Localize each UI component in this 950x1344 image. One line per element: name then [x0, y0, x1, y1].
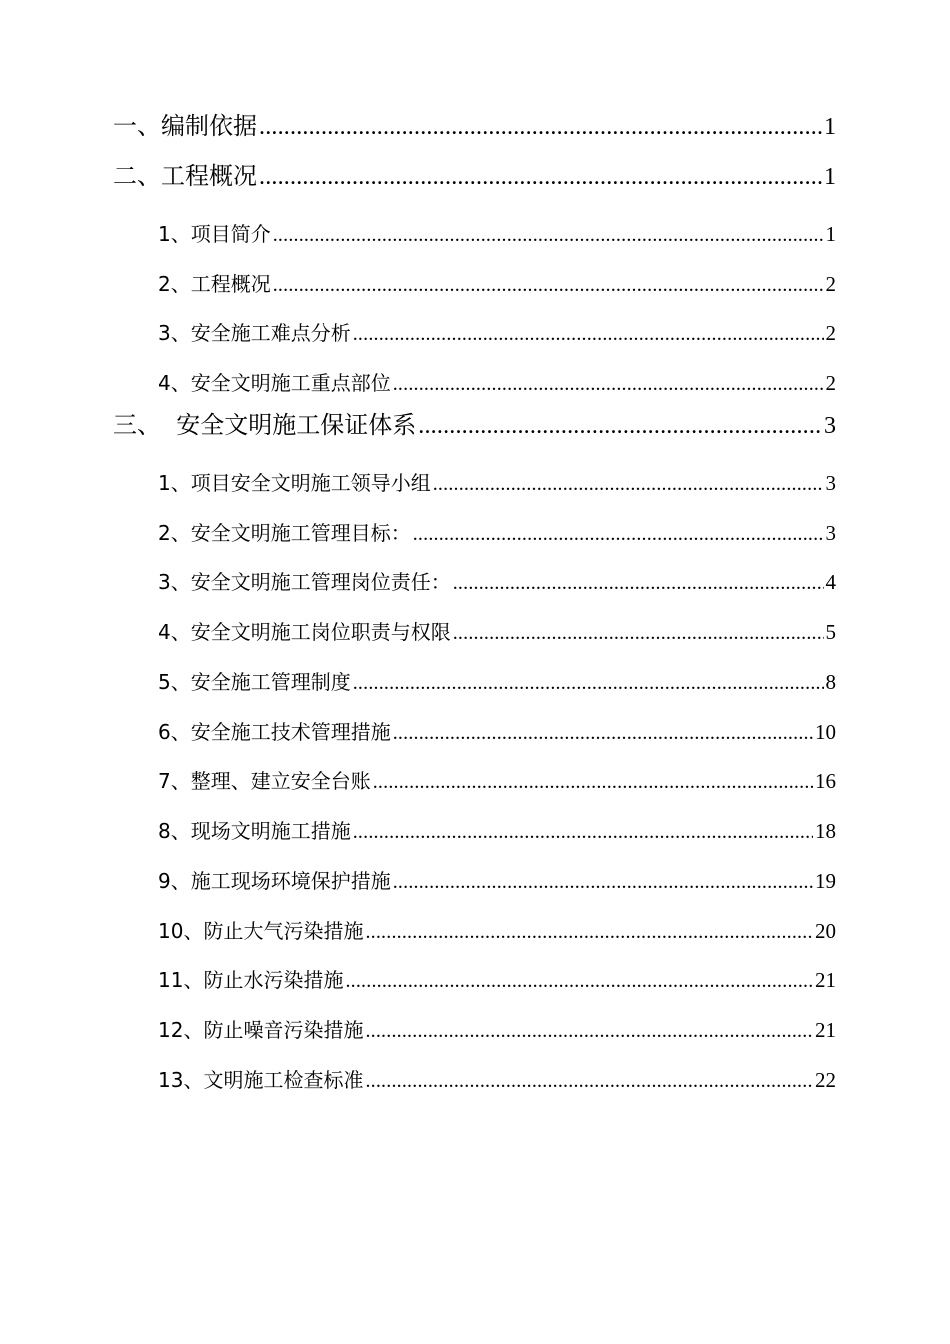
dot-leader: [345, 971, 813, 991]
dot-leader: [453, 623, 824, 643]
toc-entry-title: 4、安全文明施工岗位职责与权限: [158, 620, 451, 644]
toc-entry-title: 8、现场文明施工措施: [158, 819, 351, 843]
toc-entry-3-8[interactable]: [158, 821, 836, 842]
toc-entry-2-2[interactable]: [158, 274, 836, 295]
toc-entry-title: 12、防止噪音污染措施: [158, 1018, 364, 1042]
toc-entry-3-5[interactable]: [158, 672, 836, 693]
toc-entry-page: 3: [825, 471, 836, 495]
toc-entry-page: 3: [824, 413, 836, 439]
toc-entry-page: 21: [815, 1018, 836, 1042]
toc-entry-title: 4、安全文明施工重点部位: [158, 371, 391, 395]
dot-leader: [433, 474, 824, 494]
toc-entry-title: 3、安全施工难点分析: [158, 321, 351, 345]
toc-entry-3-3[interactable]: [158, 572, 836, 593]
toc-entry-page: 2: [825, 272, 836, 296]
toc-entry-page: 5: [825, 620, 836, 644]
toc-entry-title: 1、项目简介: [158, 222, 271, 246]
dot-leader: [393, 872, 813, 892]
toc-entry-3-13[interactable]: [158, 1070, 836, 1091]
dot-leader: [353, 324, 824, 344]
toc-entry-title: 11、防止水污染措施: [158, 968, 344, 992]
toc-entry-3-12[interactable]: [158, 1020, 836, 1041]
toc-entry-3-10[interactable]: [158, 921, 836, 942]
toc-entry-page: 22: [815, 1068, 836, 1092]
toc-entry-title: 6、安全施工技术管理措施: [158, 720, 391, 744]
toc-entry-title: 13、文明施工检查标准: [158, 1068, 364, 1092]
toc-entry-page: 20: [815, 919, 836, 943]
toc-entry-3-6[interactable]: [158, 722, 836, 743]
toc-entry-title: 1、项目安全文明施工领导小组: [158, 471, 431, 495]
toc-entry-page: 3: [825, 521, 836, 545]
toc-entry-3-4[interactable]: [158, 622, 836, 643]
toc-entry-page: 1: [825, 222, 836, 246]
toc-entry-3[interactable]: [113, 413, 836, 438]
toc-entry-page: 21: [815, 968, 836, 992]
toc-entry-title: 5、安全施工管理制度: [158, 670, 351, 694]
toc-entry-title: 9、施工现场环境保护措施: [158, 869, 391, 893]
dot-leader: [453, 573, 824, 593]
toc-entry-1[interactable]: [113, 114, 836, 139]
toc-entry-title: 10、防止大气污染措施: [158, 919, 364, 943]
toc-entry-2[interactable]: [113, 164, 836, 189]
toc-entry-title: 一、编制依据: [113, 112, 257, 140]
dot-leader: [365, 1021, 813, 1041]
toc-entry-3-7[interactable]: [158, 771, 836, 792]
toc-entry-2-4[interactable]: [158, 373, 836, 394]
toc-entry-title: 三、 安全文明施工保证体系: [113, 411, 417, 439]
toc-entry-title: 3、安全文明施工管理岗位责任：: [158, 570, 451, 594]
dot-leader: [273, 225, 824, 245]
dot-leader: [353, 673, 824, 693]
toc-entry-page: 1: [824, 164, 836, 190]
toc-entry-page: 2: [825, 321, 836, 345]
dot-leader: [393, 723, 813, 743]
dot-leader: [413, 524, 824, 544]
dot-leader: [365, 1071, 813, 1091]
toc-entry-page: 18: [815, 819, 836, 843]
toc-entry-page: 8: [825, 670, 836, 694]
dot-leader: [353, 822, 813, 842]
toc-entry-page: 19: [815, 869, 836, 893]
toc-entry-title: 7、整理、建立安全台账: [158, 769, 371, 793]
dot-leader: [365, 922, 813, 942]
toc-entry-title: 2、安全文明施工管理目标：: [158, 521, 411, 545]
toc-entry-3-11[interactable]: [158, 970, 836, 991]
dot-leader: [273, 275, 824, 295]
dot-leader: [259, 165, 822, 189]
toc-entry-title: 2、工程概况: [158, 272, 271, 296]
dot-leader: [393, 374, 824, 394]
dot-leader: [418, 414, 822, 438]
toc-entry-title: 二、工程概况: [113, 162, 257, 190]
toc-entry-3-9[interactable]: [158, 871, 836, 892]
dot-leader: [259, 115, 822, 139]
toc-entry-page: 10: [815, 720, 836, 744]
toc-entry-3-1[interactable]: [158, 473, 836, 494]
toc-entry-3-2[interactable]: [158, 523, 836, 544]
dot-leader: [373, 772, 813, 792]
toc-entry-page: 4: [825, 570, 836, 594]
toc-entry-2-1[interactable]: [158, 224, 836, 245]
toc-entry-2-3[interactable]: [158, 323, 836, 344]
toc-entry-page: 16: [815, 769, 836, 793]
toc-entry-page: 2: [825, 371, 836, 395]
toc-entry-page: 1: [824, 114, 836, 140]
